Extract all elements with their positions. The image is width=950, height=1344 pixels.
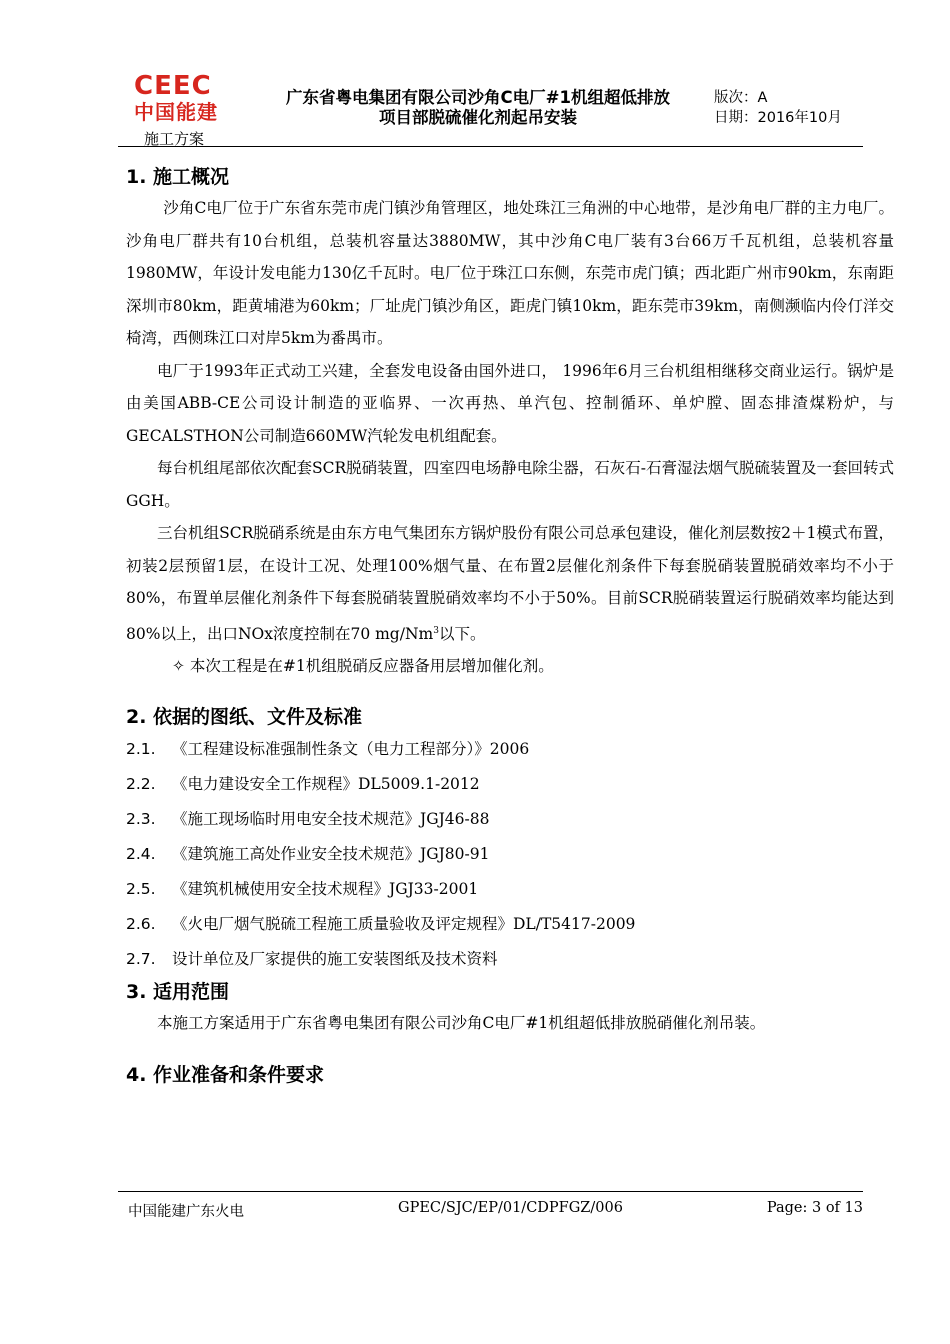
version-label: 版次：A	[714, 90, 768, 106]
item-text: 《施工现场临时用电安全技术规范》JGJ46-88	[172, 810, 490, 829]
paragraph-4	[126, 517, 894, 650]
logo-text-cn: 中国能建	[134, 100, 218, 124]
section-3-heading: 3. 适用范围	[126, 981, 230, 1004]
title-line-2: 项目部脱硫催化剂起吊安装	[379, 108, 577, 127]
item-number: 2.2.	[126, 775, 156, 794]
paragraph-4-text: 三台机组SCR脱硝系统是由东方电气集团东方锅炉股份有限公司总承包建设，催化剂层数按2＋1模式布置，初装2层预留1层，在设计工况、处理100%烟气量、在布置2层催化剂条件下每套脱硝装置脱硝效率均不小于80%，布置单层催化剂条件下每套脱硝装置脱硝效率均不小于50%。目前SCR脱硝装置运行脱硝效率均能达到80%以上，出口NOx浓度控制在70 mg/Nm	[126, 524, 894, 643]
list-item	[126, 942, 894, 977]
header-meta	[714, 88, 842, 128]
header-subtitle: 施工方案	[144, 130, 205, 148]
item-number: 2.6.	[126, 915, 156, 934]
item-number: 2.1.	[126, 740, 156, 759]
section-1	[126, 162, 894, 682]
section-2	[126, 702, 894, 977]
title-line-1: 广东省粤电集团有限公司沙角C电厂#1机组超低排放	[286, 88, 670, 107]
project-note: ✧ 本次工程是在#1机组脱硝反应器备用层增加催化剂。	[172, 657, 554, 676]
page-header	[118, 68, 863, 147]
item-text: 《建筑施工高处作业安全技术规范》JGJ80-91	[172, 845, 490, 864]
logo-text-en: CEEC	[134, 71, 212, 101]
item-number: 2.7.	[126, 950, 156, 969]
section-3	[126, 977, 894, 1040]
paragraph-2: 电厂于1993年正式动工兴建，全套发电设备由国外进口， 1996年6月三台机组相继移交商业运行。锅炉是由美国ABB-CE公司设计制造的亚临界、一次再热、单汽包、控制循环、单炉膛、固态排渣煤粉炉，与GECALSTHON公司制造660MW汽轮发电机组配套。	[126, 361, 894, 445]
document-title	[243, 88, 713, 128]
paragraph-scope: 本施工方案适用于广东省粤电集团有限公司沙角C电厂#1机组超低排放脱硝催化剂吊装。	[157, 1014, 766, 1033]
section-4	[126, 1060, 894, 1090]
list-item	[126, 872, 894, 907]
list-item	[126, 907, 894, 942]
ceec-logo	[134, 72, 224, 124]
page-footer	[118, 1191, 863, 1222]
section-4-heading: 4. 作业准备和条件要求	[126, 1063, 325, 1086]
list-item	[126, 837, 894, 872]
item-text: 《工程建设标准强制性条文（电力工程部分）》2006	[172, 740, 530, 759]
footer-company: 中国能建广东火电	[128, 1204, 244, 1220]
footer-doc-code: GPEC/SJC/EP/01/CDPFGZ/006	[398, 1200, 623, 1216]
paragraph-3: 每台机组尾部依次配套SCR脱硝装置，四室四电场静电除尘器，石灰石-石膏湿法烟气脱硫装置及一套回转式GGH。	[126, 459, 894, 510]
reference-list	[126, 732, 894, 977]
document-body	[126, 162, 894, 1090]
paragraph-1: 沙角C电厂位于广东省东莞市虎门镇沙角管理区，地处珠江三角洲的中心地带，是沙角电厂群的主力电厂。沙角电厂群共有10台机组，总装机容量达3880MW，其中沙角C电厂装有3台66万千瓦机组，总装机容量1980MW，年设计发电能力130亿千瓦时。电厂位于珠江口东侧，东莞市虎门镇；西北距广州市90km，东南距深圳市80km，距黄埔港为60km；厂址虎门镇沙角区，距虎门镇10km，距东莞市39km，南侧濒临内伶仃洋交椅湾，西侧珠江口对岸5km为番禺市。	[126, 199, 894, 347]
date-label: 日期：2016年10月	[714, 110, 842, 126]
paragraph-4-end: 以下。	[438, 624, 486, 643]
list-item	[126, 802, 894, 837]
item-number: 2.3.	[126, 810, 156, 829]
section-1-heading: 1. 施工概况	[126, 166, 230, 188]
item-number: 2.4.	[126, 845, 156, 864]
list-item	[126, 767, 894, 802]
superscript-3: 3	[433, 625, 439, 636]
list-item	[126, 732, 894, 767]
item-text: 《火电厂烟气脱硫工程施工质量验收及评定规程》DL/T5417-2009	[172, 915, 636, 934]
item-text: 《电力建设安全工作规程》DL5009.1-2012	[172, 775, 480, 794]
item-number: 2.5.	[126, 880, 156, 899]
footer-page-number: Page: 3 of 13	[766, 1200, 863, 1216]
item-text: 设计单位及厂家提供的施工安装图纸及技术资料	[172, 950, 498, 969]
section-2-heading: 2. 依据的图纸、文件及标准	[126, 706, 363, 729]
item-text: 《建筑机械使用安全技术规程》JGJ33-2001	[172, 880, 479, 899]
